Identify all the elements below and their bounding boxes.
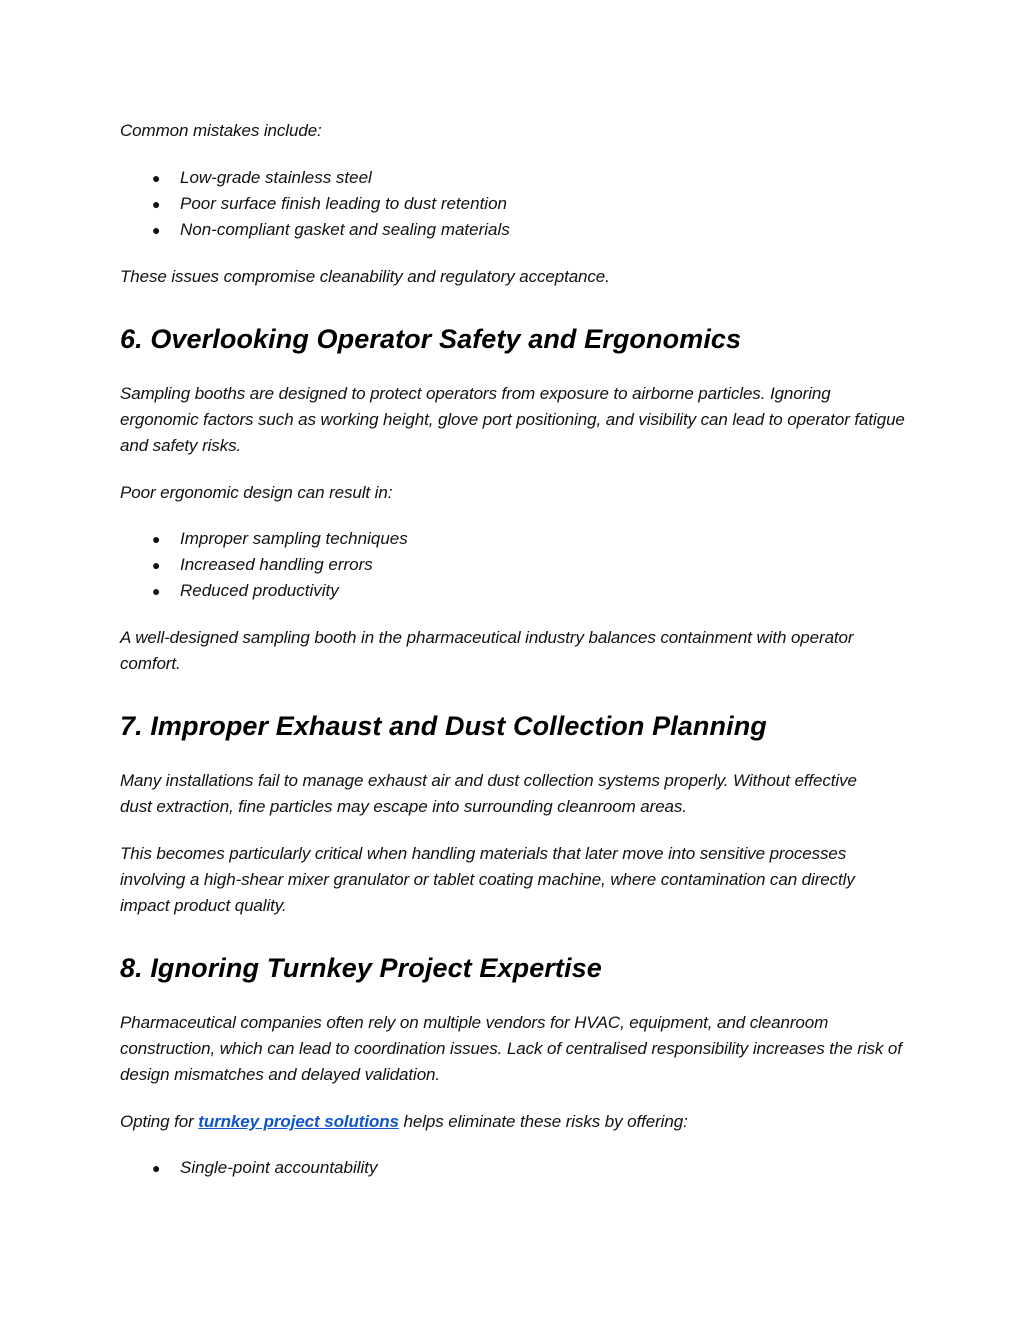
- bullet-icon: ●: [152, 1160, 161, 1176]
- section6-heading: 6. Overlooking Operator Safety and Ergonomics: [120, 324, 742, 354]
- list-item: ● Reduced productivity: [120, 578, 910, 604]
- bullet-icon: ●: [152, 531, 161, 547]
- bullet-icon: ●: [152, 557, 161, 573]
- section6-intro: Poor ergonomic design can result in:: [120, 483, 393, 502]
- section5-conclusion: These issues compromise cleanability and regulatory acceptance.: [120, 267, 610, 286]
- list-item: ● Low-grade stainless steel: [120, 165, 910, 191]
- bullet-icon: ●: [152, 170, 161, 186]
- bullet-icon: ●: [152, 222, 161, 238]
- section8-paragraph: Pharmaceutical companies often rely on multiple vendors for HVAC, equipment, and cleanroom construction, which can lead to coordination issues. Lack of centralised responsibility increases the risk of design mismatches and delayed validation.: [120, 1013, 902, 1084]
- section6-bullet-list: [120, 526, 910, 604]
- list-item: ● Single-point accountability: [120, 1155, 910, 1181]
- turnkey-project-solutions-link[interactable]: turnkey project solutions: [198, 1112, 399, 1131]
- section7-paragraph-2: This becomes particularly critical when handling materials that later move into sensitive processes involving a high-shear mixer granulator or tablet coating machine, where contamination can directly impact product quality.: [120, 844, 855, 915]
- list-item: ● Improper sampling techniques: [120, 526, 910, 552]
- section6-paragraph: Sampling booths are designed to protect operators from exposure to airborne particles. Ignoring ergonomic factors such as working height, glove port positioning, and visibility can lead to operator fatigue and safety risks.: [120, 384, 905, 455]
- section5-bullet-list: [120, 165, 910, 243]
- bullet-icon: ●: [152, 583, 161, 599]
- list-item: ● Poor surface finish leading to dust retention: [120, 191, 910, 217]
- section8-intro: Opting for turnkey project solutions helps eliminate these risks by offering:: [120, 1112, 688, 1131]
- section5-intro: Common mistakes include:: [120, 121, 322, 140]
- list-item: ● Non-compliant gasket and sealing materials: [120, 217, 910, 243]
- section6-conclusion: A well-designed sampling booth in the pharmaceutical industry balances containment with operator comfort.: [120, 628, 854, 673]
- section8-heading: 8. Ignoring Turnkey Project Expertise: [120, 953, 602, 983]
- list-item: ● Increased handling errors: [120, 552, 910, 578]
- section7-heading: 7. Improper Exhaust and Dust Collection Planning: [120, 711, 767, 741]
- section8-bullet-list: [120, 1155, 910, 1181]
- section7-paragraph-1: Many installations fail to manage exhaust air and dust collection systems properly. Without effective dust extraction, fine particles may escape into surrounding cleanroom areas.: [120, 771, 857, 816]
- bullet-icon: ●: [152, 196, 161, 212]
